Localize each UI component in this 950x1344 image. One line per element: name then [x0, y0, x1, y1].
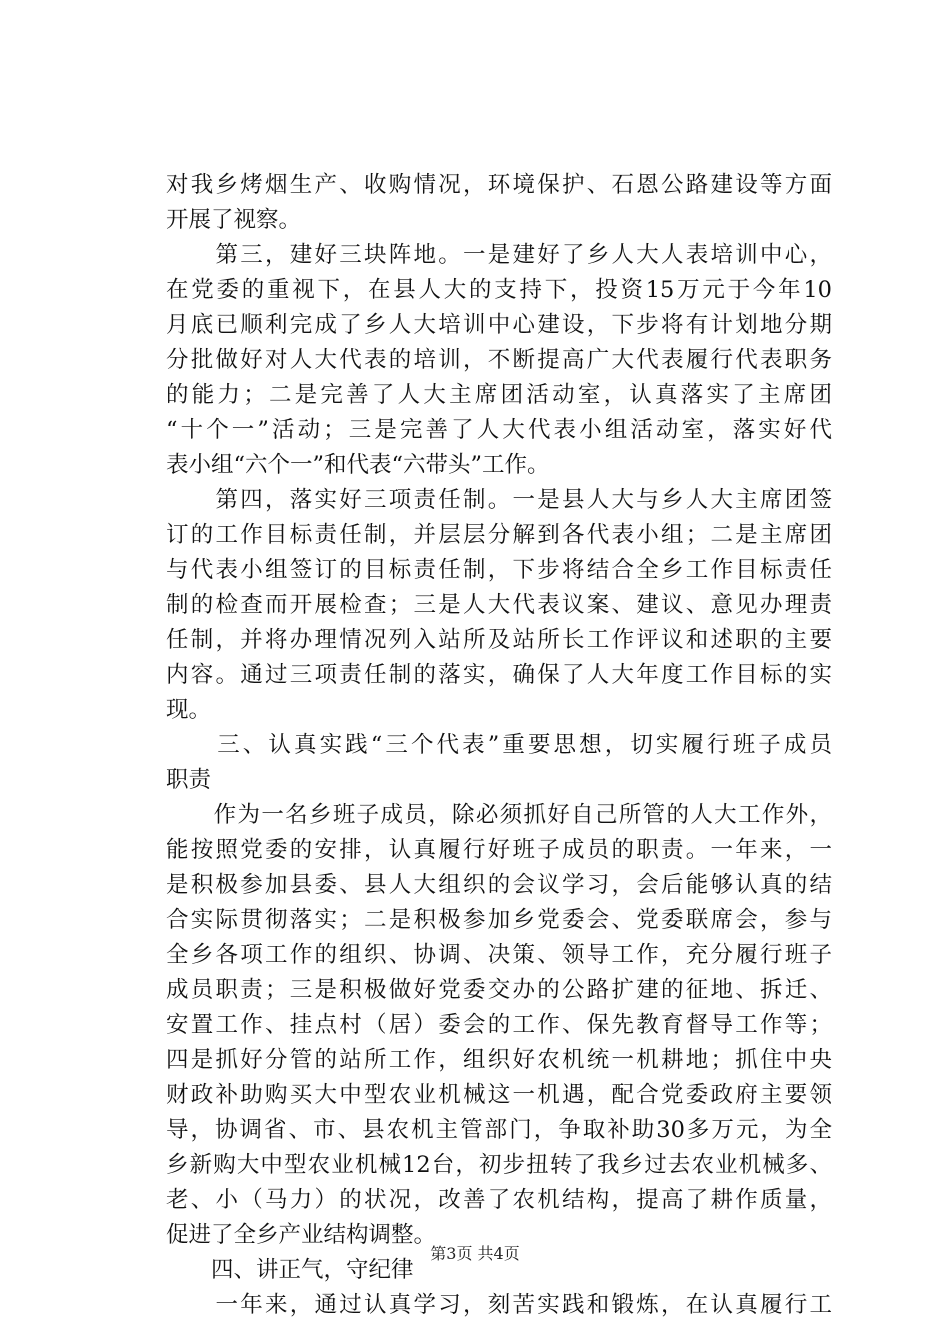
text-line: 职责 [166, 767, 212, 793]
text-line: 财政补助购买大中型农业机械这一机遇，配合党委政府主要领 [166, 1082, 832, 1108]
text-line: 开展了视察。 [166, 207, 302, 233]
text-line: 与代表小组签订的目标责任制，下步将结合全乡工作目标责任 [166, 557, 832, 583]
document-body [166, 168, 832, 1323]
text-line: “十个一”活动；三是完善了人大代表小组活动室，落实好代 [166, 417, 832, 443]
text-line: 制的检查而开展检查；三是人大代表议案、建议、意见办理责 [166, 592, 832, 618]
text-line: 能按照党委的安排，认真履行好班子成员的职责。一年来，一 [166, 837, 832, 863]
text-line: 作为一名乡班子成员，除必须抓好自己所管的人大工作外， [166, 802, 832, 828]
text-line: 是积极参加县委、县人大组织的会议学习，会后能够认真的结 [166, 872, 832, 898]
text-line: 全乡各项工作的组织、协调、决策、领导工作，充分履行班子 [166, 942, 832, 968]
text-line: 的能力；二是完善了人大主席团活动室，认真落实了主席团 [166, 382, 832, 408]
text-line: 内容。通过三项责任制的落实，确保了人大年度工作目标的实 [166, 662, 832, 688]
text-line: 乡新购大中型农业机械12台，初步扭转了我乡过去农业机械多、 [166, 1152, 832, 1178]
text-line: 成员职责；三是积极做好党委交办的公路扩建的征地、拆迁、 [166, 977, 832, 1003]
text-line: 任制，并将办理情况列入站所及站所长工作评议和述职的主要 [166, 627, 832, 653]
text-line: 现。 [166, 697, 212, 723]
text-line: 对我乡烤烟生产、收购情况，环境保护、石恩公路建设等方面 [166, 172, 832, 198]
text-line: 导，协调省、市、县农机主管部门，争取补助30多万元，为全 [166, 1117, 832, 1143]
text-line: 在党委的重视下，在县人大的支持下，投资15万元于今年10 [166, 277, 832, 303]
text-line: 第四，落实好三项责任制。一是县人大与乡人大主席团签 [166, 487, 832, 513]
text-line: 合实际贯彻落实；二是积极参加乡党委会、党委联席会，参与 [166, 907, 832, 933]
text-line: 三、认真实践“三个代表”重要思想，切实履行班子成员 [166, 732, 832, 758]
text-line: 一年来，通过认真学习，刻苦实践和锻炼，在认真履行工 [166, 1292, 832, 1318]
text-line: 分批做好对人大代表的培训，不断提高广大代表履行代表职务 [166, 347, 832, 373]
page-footer: 第3页 共4页 [430, 1244, 520, 1263]
text-line: 表小组“六个一”和代表“六带头”工作。 [166, 452, 550, 478]
text-line: 月底已顺利完成了乡人大培训中心建设，下步将有计划地分期 [166, 312, 832, 338]
text-line: 老、小（马力）的状况，改善了农机结构，提高了耕作质量， [166, 1187, 832, 1213]
text-line: 促进了全乡产业结构调整。 [166, 1222, 437, 1248]
text-line: 安置工作、挂点村（居）委会的工作、保先教育督导工作等； [166, 1012, 832, 1038]
text-line: 第三，建好三块阵地。一是建好了乡人大人表培训中心， [166, 242, 832, 268]
text-line: 四、讲正气，守纪律 [166, 1257, 414, 1283]
text-line: 订的工作目标责任制，并层层分解到各代表小组；二是主席团 [166, 522, 832, 548]
text-line: 四是抓好分管的站所工作，组织好农机统一机耕地；抓住中央 [166, 1047, 832, 1073]
